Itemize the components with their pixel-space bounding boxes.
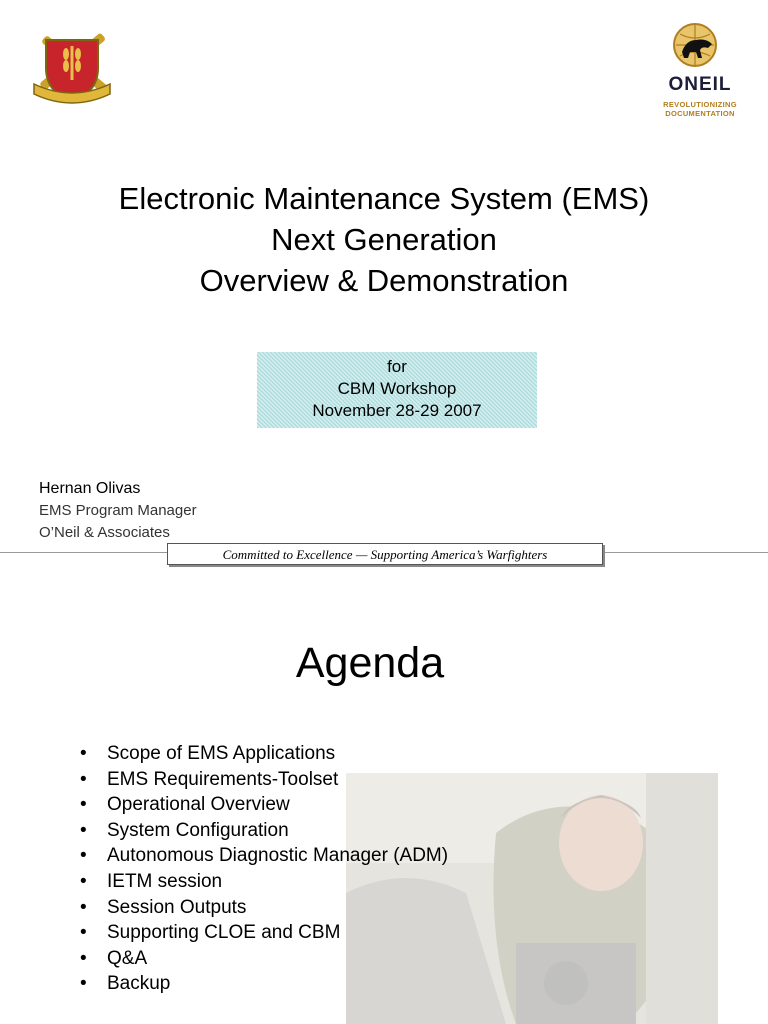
agenda-slide bbox=[0, 580, 768, 1024]
bullet-icon: • bbox=[80, 922, 87, 944]
bullet-icon: • bbox=[80, 768, 87, 790]
footer-motto: Committed to Excellence — Supporting America’s Warfighters bbox=[167, 543, 603, 565]
agenda-item bbox=[80, 843, 448, 869]
bullet-icon: • bbox=[80, 947, 87, 969]
bullet-icon: • bbox=[80, 845, 87, 867]
event-date: November 28-29 2007 bbox=[312, 401, 482, 420]
event-box bbox=[257, 352, 537, 428]
presenter-info bbox=[39, 478, 197, 544]
agenda-item-text: Operational Overview bbox=[107, 794, 290, 816]
regimental-crest-icon bbox=[26, 18, 118, 110]
agenda-item-text: System Configuration bbox=[107, 819, 289, 841]
title-line-1: Electronic Maintenance System (EMS) bbox=[118, 181, 650, 216]
agenda-list bbox=[80, 741, 448, 997]
oneil-wordmark: ONEIL bbox=[668, 74, 732, 95]
agenda-item-text: Session Outputs bbox=[107, 896, 247, 918]
agenda-title: Agenda bbox=[295, 639, 445, 687]
agenda-item bbox=[80, 792, 448, 818]
oneil-tagline bbox=[652, 100, 748, 118]
agenda-item-text: Autonomous Diagnostic Manager (ADM) bbox=[107, 845, 449, 867]
agenda-item bbox=[80, 767, 448, 793]
title-line-2: Next Generation bbox=[271, 222, 497, 257]
agenda-item bbox=[80, 971, 448, 997]
tagline-line-2: DOCUMENTATION bbox=[665, 109, 735, 118]
agenda-item-text: EMS Requirements-Toolset bbox=[107, 768, 339, 790]
agenda-item-text: Backup bbox=[107, 973, 171, 995]
oneil-logo bbox=[652, 22, 748, 122]
agenda-item bbox=[80, 818, 448, 844]
lion-globe-icon bbox=[672, 22, 718, 68]
agenda-item bbox=[80, 741, 448, 767]
agenda-item-text: Scope of EMS Applications bbox=[107, 743, 336, 764]
agenda-item-text: IETM session bbox=[107, 870, 223, 892]
bullet-icon: • bbox=[80, 896, 87, 918]
presenter-role: EMS Program Manager bbox=[39, 502, 197, 519]
agenda-item bbox=[80, 946, 448, 972]
tagline-line-1: REVOLUTIONIZING bbox=[663, 100, 737, 109]
bullet-icon: • bbox=[80, 973, 87, 995]
bullet-icon: • bbox=[80, 819, 87, 841]
event-name: CBM Workshop bbox=[337, 379, 457, 398]
bullet-icon: • bbox=[80, 743, 87, 764]
presenter-name: Hernan Olivas bbox=[39, 480, 141, 497]
presenter-org: O’Neil & Associates bbox=[39, 524, 170, 541]
slide-title bbox=[0, 178, 768, 301]
agenda-item bbox=[80, 869, 448, 895]
agenda-item-text: Supporting CLOE and CBM bbox=[107, 922, 341, 944]
agenda-item bbox=[80, 895, 448, 921]
agenda-item bbox=[80, 920, 448, 946]
title-line-3: Overview & Demonstration bbox=[199, 263, 569, 298]
bullet-icon: • bbox=[80, 870, 87, 892]
bullet-icon: • bbox=[80, 794, 87, 816]
agenda-item-text: Q&A bbox=[107, 947, 148, 969]
event-for: for bbox=[387, 357, 407, 376]
